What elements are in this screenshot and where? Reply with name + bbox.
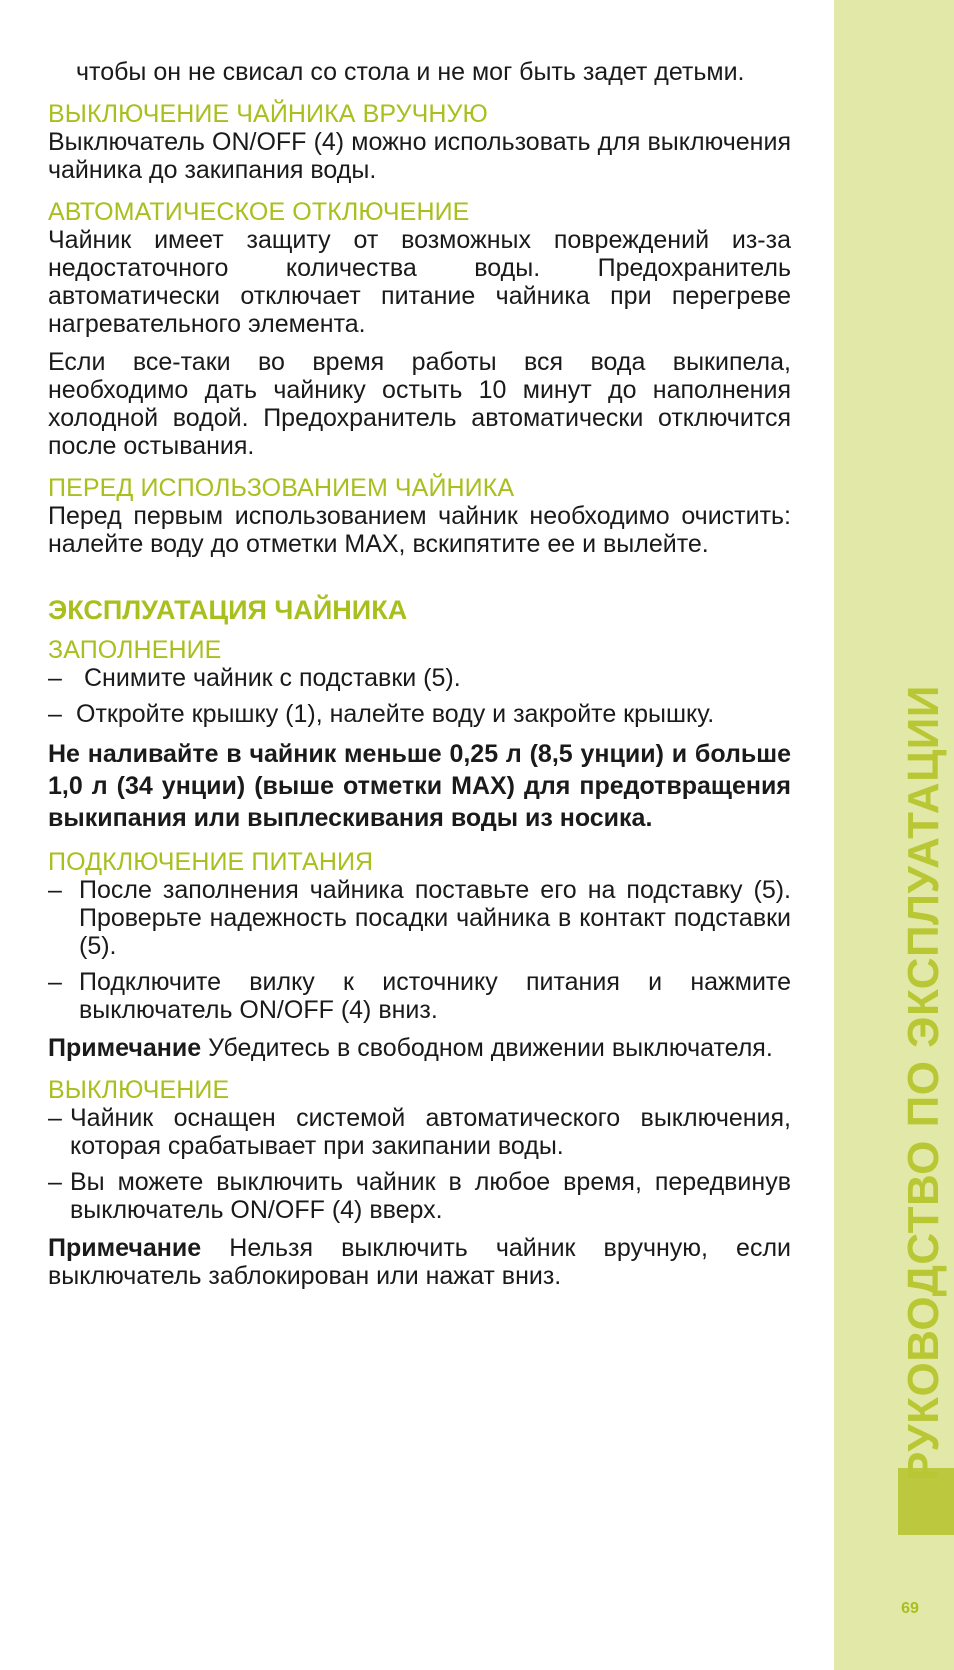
list-item-text: Чайник оснащен системой автоматического выключения, которая срабатывает при закипании воды. [70, 1104, 791, 1160]
list-item [48, 700, 791, 728]
page-number: 69 [901, 1600, 919, 1617]
list-item-text: Снимите чайник с подставки (5). [84, 664, 461, 692]
heading-filling: ЗАПОЛНЕНИЕ [48, 636, 222, 664]
note-label: Примечание [48, 1234, 202, 1262]
list-item-text: Откройте крышку (1), налейте воду и закройте крышку. [76, 700, 715, 728]
list-dash: – [48, 664, 62, 692]
list-item [48, 876, 791, 960]
power-note [48, 1034, 791, 1062]
list-item [48, 1104, 791, 1160]
filling-warning: Не наливайте в чайник меньше 0,25 л (8,5 унции) и больше 1,0 л (34 унции) (выше отметки MAX) для предотвращения выкипания или выплескивания воды из носика. [48, 740, 791, 832]
list-item-text: После заполнения чайника поставьте его на подставку (5). Проверьте надежность посадки чайника в контакт подставки (5). [79, 876, 791, 960]
list-item [48, 1168, 791, 1224]
list-dash: – [48, 1168, 62, 1196]
list-item-text: Вы можете выключить чайник в любое время, передвинув выключатель ON/OFF (4) вверх. [70, 1168, 791, 1224]
list-item [48, 664, 791, 692]
list-dash: – [48, 876, 62, 904]
page-content [48, 58, 791, 1290]
intro-text: чтобы он не свисал со стола и не мог быть задет детьми. [76, 58, 745, 86]
note-text: Убедитесь в свободном движении выключателя. [208, 1034, 773, 1062]
heading-operation: ЭКСПЛУАТАЦИЯ ЧАЙНИКА [48, 595, 408, 625]
note-label: Примечание [48, 1034, 202, 1062]
heading-power: ПОДКЛЮЧЕНИЕ ПИТАНИЯ [48, 848, 374, 876]
heading-before-use: ПЕРЕД ИСПОЛЬЗОВАНИЕМ ЧАЙНИКА [48, 474, 515, 502]
list-item [48, 968, 791, 1024]
switch-off-note [48, 1234, 791, 1290]
note-text: Нельзя выключить чайник вручную, если выключатель заблокирован или нажат вниз. [48, 1234, 791, 1290]
auto-off-paragraph-2: Если все-таки во время работы вся вода выкипела, необходимо дать чайнику остыть 10 минут до наполнения холодной водой. Предохранитель автоматически отключится после остывания. [48, 348, 791, 460]
before-use-text: Перед первым использованием чайник необходимо очистить: налейте воду до отметки MAX, вскипятите ее и вылейте. [48, 502, 791, 558]
heading-auto-off: АВТОМАТИЧЕСКОЕ ОТКЛЮЧЕНИЕ [48, 198, 470, 226]
heading-switch-off: ВЫКЛЮЧЕНИЕ [48, 1076, 230, 1104]
list-dash: – [48, 700, 62, 728]
heading-manual-off: ВЫКЛЮЧЕНИЕ ЧАЙНИКА ВРУЧНУЮ [48, 100, 488, 128]
auto-off-paragraph-1: Чайник имеет защиту от возможных повреждений из-за недостаточного количества воды. Предохранитель автоматически отключает питание чайника при перегреве нагревательного элемента. [48, 226, 791, 338]
list-dash: – [48, 1104, 62, 1132]
list-dash: – [48, 968, 62, 996]
sidebar-title: РУКОВОДСТВО ПО ЭКСПЛУАТАЦИИ [899, 685, 948, 1481]
manual-off-text: Выключатель ON/OFF (4) можно использовать для выключения чайника до закипания воды. [48, 128, 791, 184]
list-item-text: Подключите вилку к источнику питания и нажмите выключатель ON/OFF (4) вниз. [79, 968, 791, 1024]
